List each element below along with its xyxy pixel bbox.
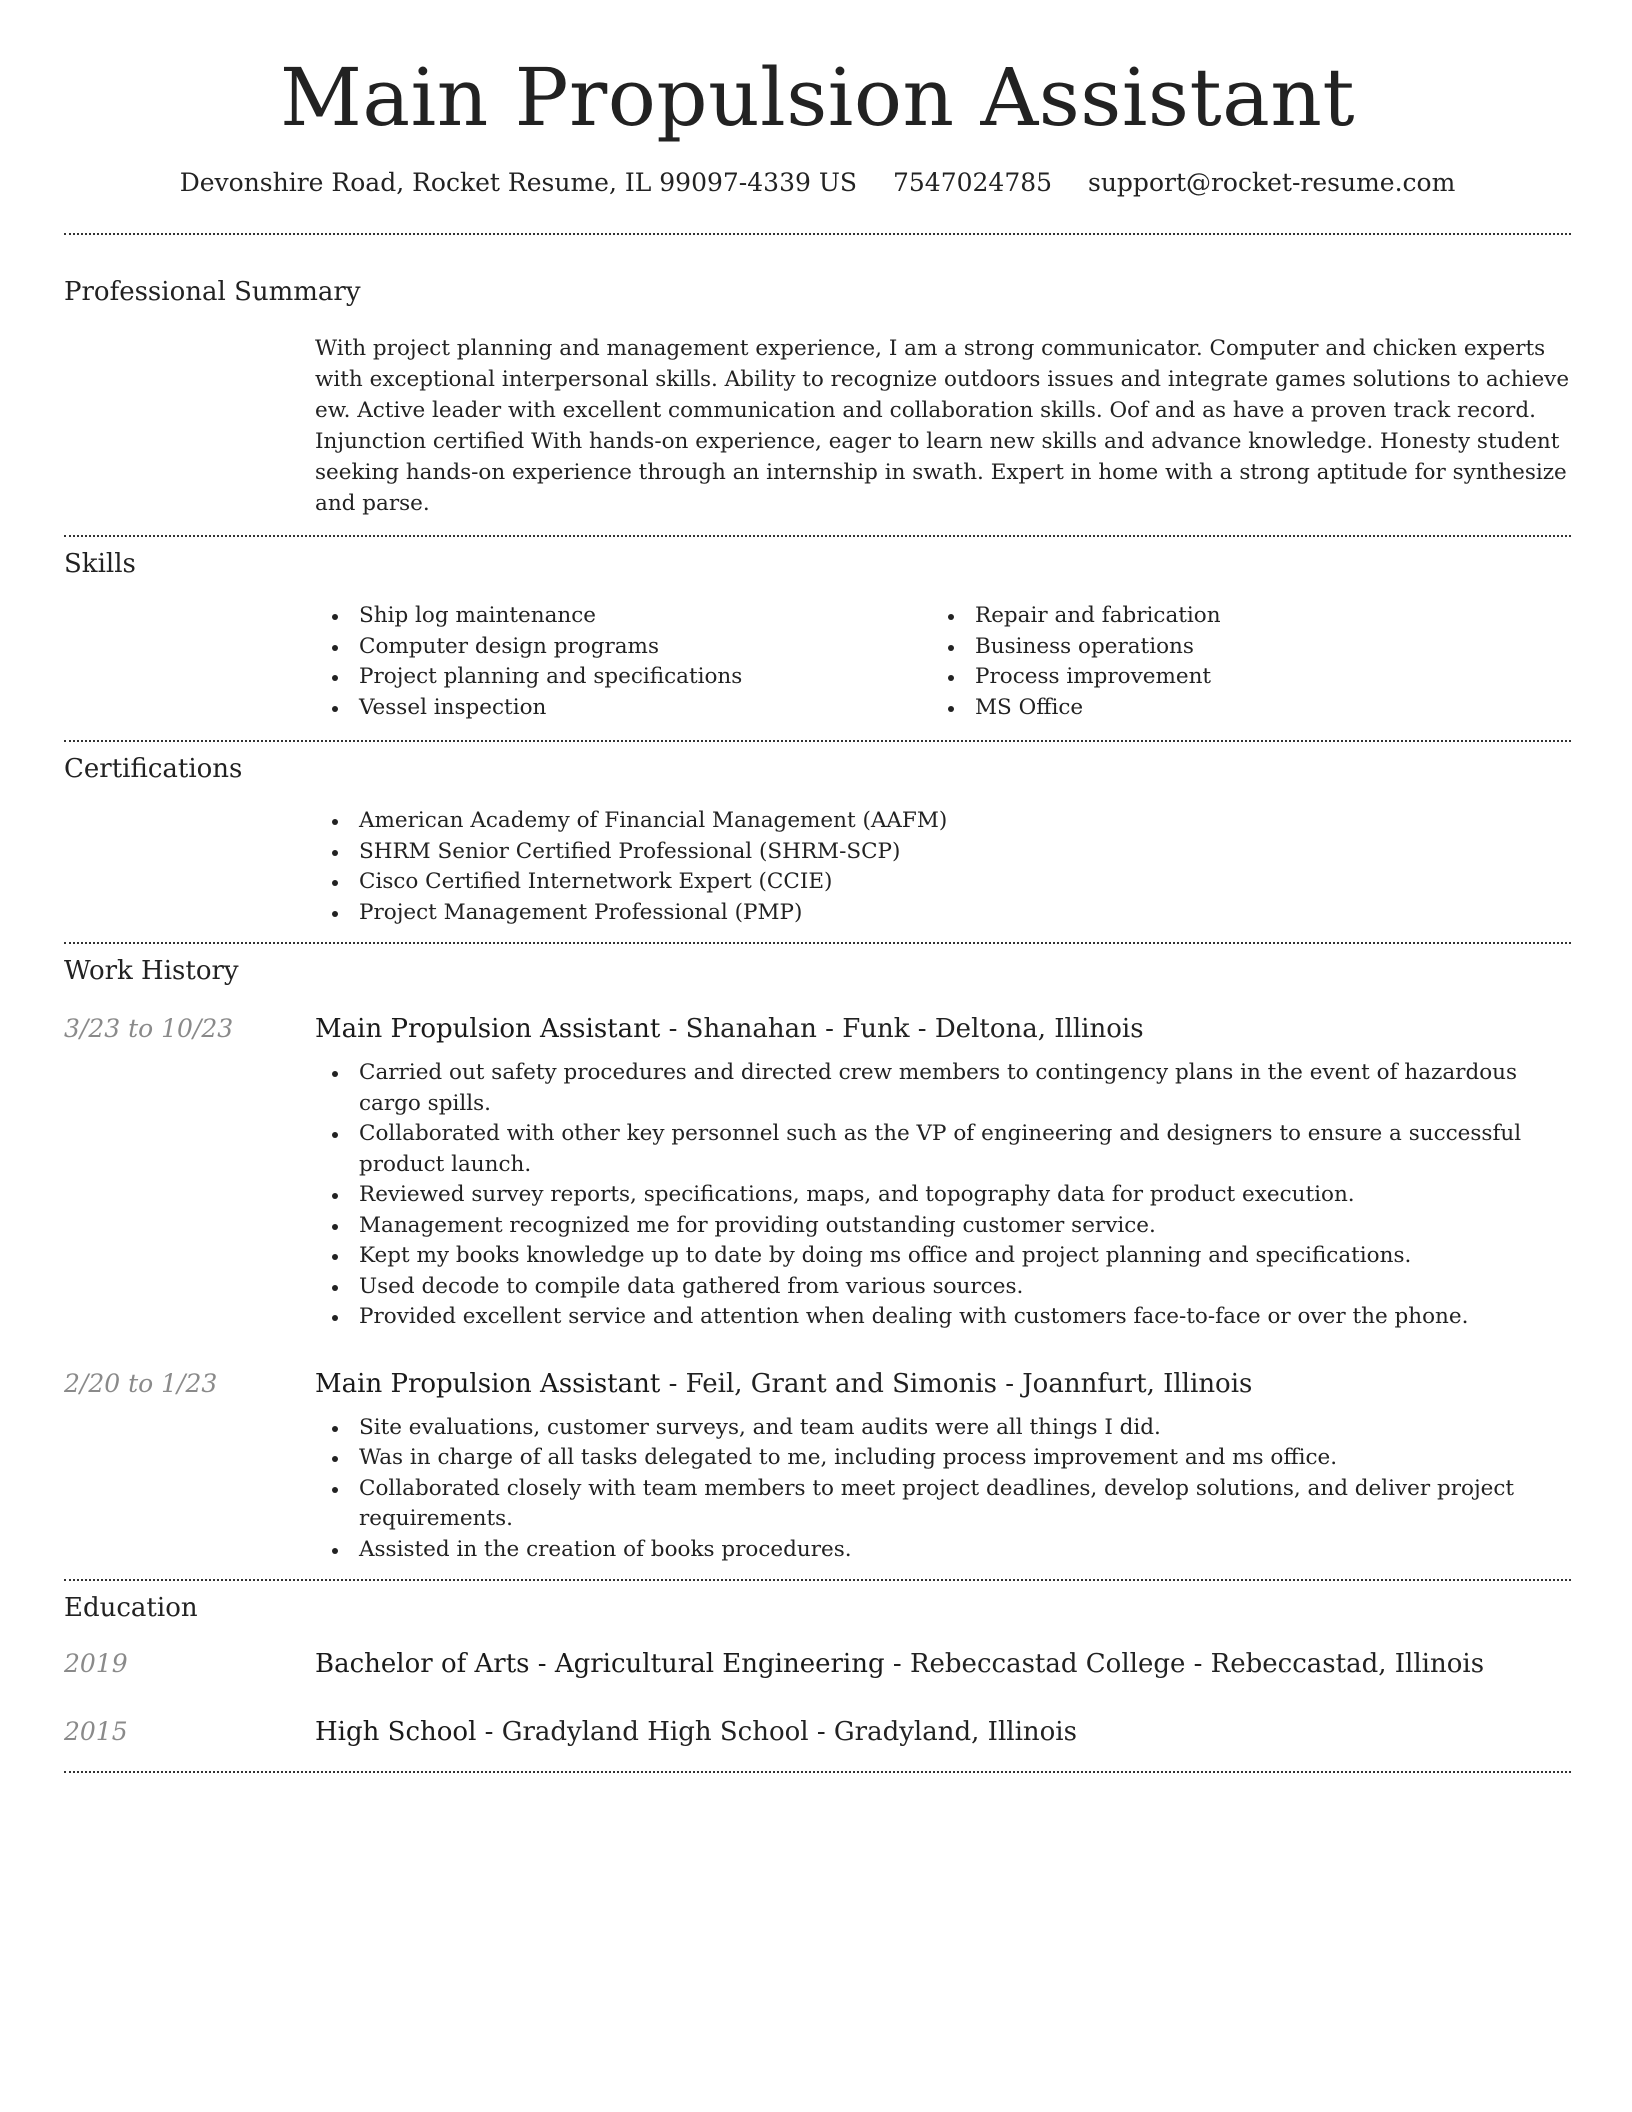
skill-item: Vessel inspection bbox=[315, 693, 931, 724]
job-entry bbox=[64, 1012, 1571, 1333]
phone: 7547024785 bbox=[892, 168, 1053, 197]
duty-item: Used decode to compile data gathered from various sources. bbox=[315, 1272, 1571, 1303]
job-duties bbox=[315, 1058, 1571, 1333]
section-title-work: Work History bbox=[64, 956, 239, 986]
education-section bbox=[64, 1581, 1571, 1749]
certification-item: American Academy of Financial Management (AAFM) bbox=[315, 806, 1571, 837]
education-entry bbox=[64, 1715, 1571, 1749]
education-entry bbox=[64, 1647, 1571, 1681]
duty-item: Collaborated with other key personnel such as the VP of engineering and designers to ensure a successful product launch. bbox=[315, 1119, 1571, 1180]
education-heading bbox=[315, 1715, 1077, 1749]
education-year: 2019 bbox=[64, 1649, 128, 1678]
duty-item: Assisted in the creation of books procedures. bbox=[315, 1535, 1571, 1566]
job-heading bbox=[315, 1012, 1144, 1046]
divider bbox=[64, 1771, 1571, 1773]
certification-item: Project Management Professional (PMP) bbox=[315, 898, 1571, 929]
job-company: - Shanahan - Funk - Deltona, Illinois bbox=[660, 1014, 1144, 1044]
summary-text: With project planning and management experience, I am a strong communicator. Computer and chicken experts with exceptional interpersonal skills. Ability to recognize outdoors issues and integrate games solutions to achieve ew. Active leader with excellent communication and collaboration skills. Oof and as have a proven track record. Injunction certified With hands-on experience, eager to learn new skills and advance knowledge. Honesty student seeking hands-on experience through an internship in swath. Expert in home with a strong aptitude for synthesize and parse. bbox=[315, 336, 1570, 516]
job-duties bbox=[315, 1413, 1571, 1566]
education-year: 2015 bbox=[64, 1717, 128, 1746]
skill-item: Project planning and specifications bbox=[315, 662, 931, 693]
section-title-certifications: Certifications bbox=[64, 754, 243, 784]
skill-item: Ship log maintenance bbox=[315, 601, 931, 632]
skill-item: Repair and fabrication bbox=[931, 601, 1547, 632]
skills-list-right bbox=[931, 601, 1547, 723]
skill-item: Process improvement bbox=[931, 662, 1547, 693]
job-company: - Feil, Grant and Simonis - Joannfurt, Illinois bbox=[660, 1368, 1253, 1399]
duty-item: Reviewed survey reports, specifications, maps, and topography data for product execution. bbox=[315, 1180, 1571, 1211]
skills-list-left bbox=[315, 601, 931, 723]
certification-item: Cisco Certified Internetwork Expert (CCIE) bbox=[315, 867, 1571, 898]
summary-section bbox=[64, 235, 1571, 519]
job-role: Main Propulsion Assistant bbox=[315, 1368, 661, 1399]
duty-item: Was in charge of all tasks delegated to me, including process improvement and ms office. bbox=[315, 1443, 1571, 1474]
job-entry bbox=[64, 1367, 1571, 1566]
duty-item: Management recognized me for providing outstanding customer service. bbox=[315, 1211, 1571, 1242]
duty-item: Kept my books knowledge up to date by doing ms office and project planning and specifications. bbox=[315, 1241, 1571, 1272]
candidate-name: Main Propulsion Assistant bbox=[280, 51, 1355, 144]
section-title-education: Education bbox=[64, 1593, 198, 1623]
job-dates: 2/20 to 1/23 bbox=[64, 1368, 218, 1398]
address: Devonshire Road, Rocket Resume, IL 99097-4339 US bbox=[179, 168, 858, 197]
work-section bbox=[64, 944, 1571, 1565]
skills-section bbox=[64, 537, 1571, 723]
duty-item: Site evaluations, customer surveys, and team audits were all things I did. bbox=[315, 1413, 1571, 1444]
job-dates: 3/23 to 10/23 bbox=[64, 1014, 234, 1043]
education-school: - Gradyland High School - Gradyland, Illinois bbox=[476, 1717, 1077, 1747]
education-heading bbox=[315, 1647, 1484, 1681]
education-school: - Rebeccastad College - Rebeccastad, Illinois bbox=[884, 1649, 1485, 1679]
certifications-section bbox=[64, 742, 1571, 928]
certifications-list bbox=[315, 806, 1571, 928]
education-degree: Bachelor of Arts - Agricultural Engineering bbox=[315, 1649, 885, 1679]
duty-item: Collaborated closely with team members to meet project deadlines, develop solutions, and deliver project requirements. bbox=[315, 1474, 1571, 1535]
job-heading bbox=[315, 1367, 1252, 1401]
skill-item: Business operations bbox=[931, 632, 1547, 663]
section-title-summary: Professional Summary bbox=[64, 277, 361, 307]
duty-item: Carried out safety procedures and directed crew members to contingency plans in the event of hazardous cargo spills. bbox=[315, 1058, 1571, 1119]
contact-line bbox=[64, 168, 1571, 197]
certification-item: SHRM Senior Certified Professional (SHRM-SCP) bbox=[315, 837, 1571, 868]
skill-item: MS Office bbox=[931, 693, 1547, 724]
job-role: Main Propulsion Assistant bbox=[315, 1014, 661, 1044]
duty-item: Provided excellent service and attention when dealing with customers face-to-face or over the phone. bbox=[315, 1302, 1571, 1333]
resume-page bbox=[64, 0, 1571, 1773]
skill-item: Computer design programs bbox=[315, 632, 931, 663]
education-degree: High School bbox=[315, 1717, 477, 1747]
section-title-skills: Skills bbox=[64, 549, 136, 579]
email: support@rocket-resume.com bbox=[1088, 168, 1456, 197]
